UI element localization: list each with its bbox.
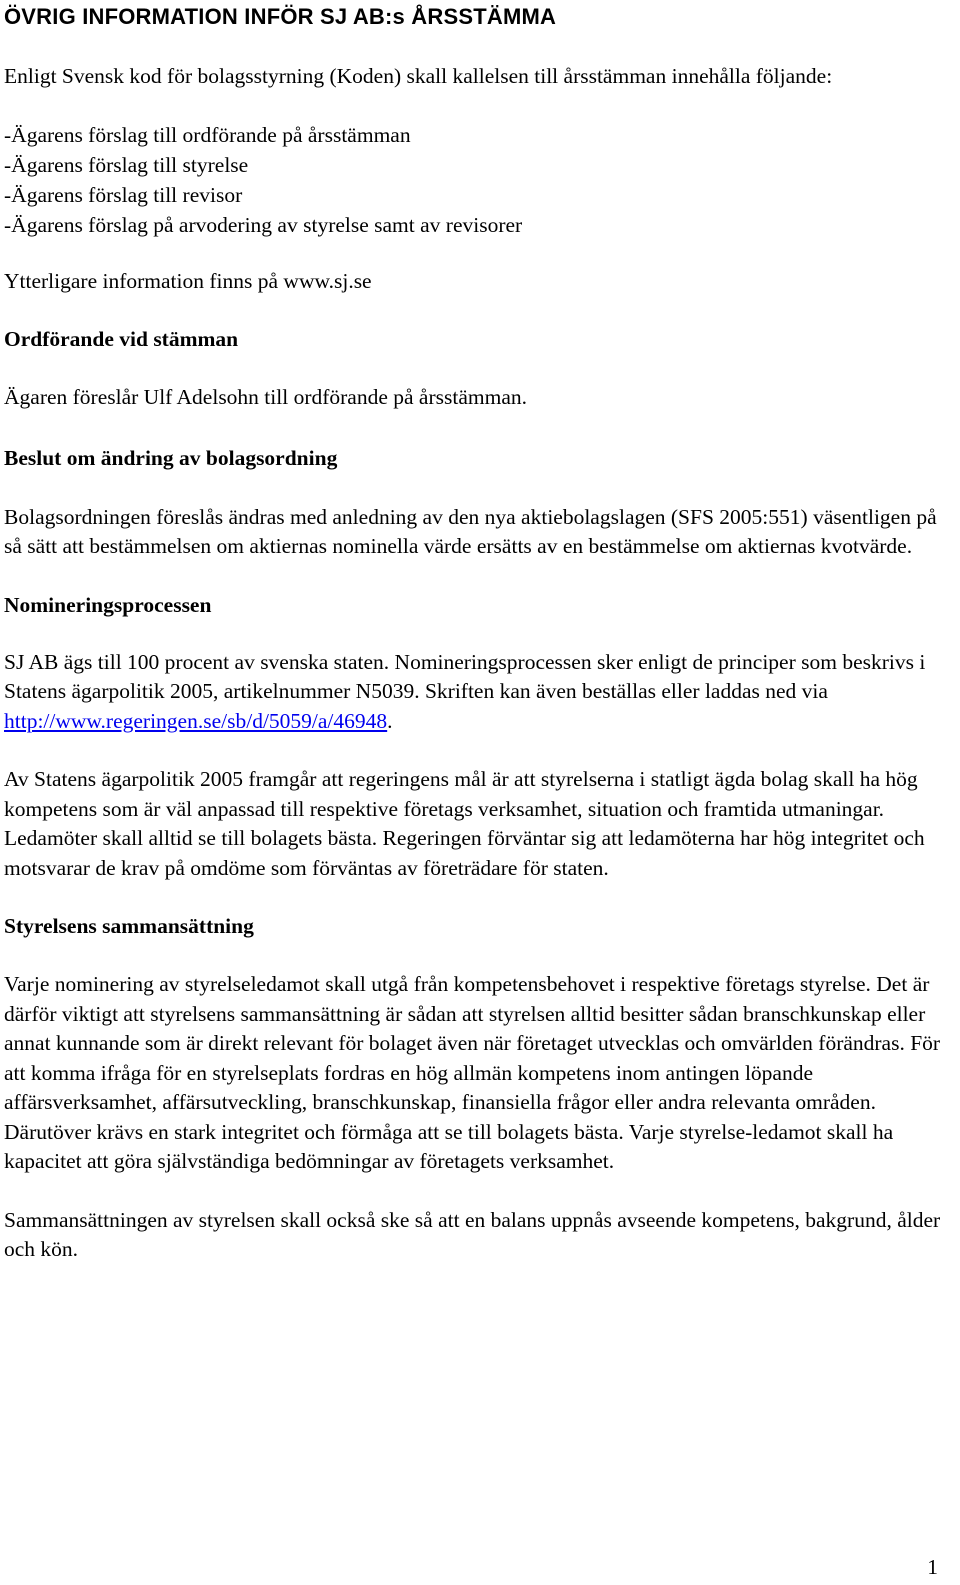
articles-paragraph: Bolagsordningen föreslås ändras med anledning av den nya aktiebolagslagen (SFS 2005:551) väsentligen på så sätt att bestämmelsen om aktiernas nominella värde ersätts av en bestämmelse om aktiernas kvotvärde. bbox=[4, 504, 937, 558]
section-heading-chair: Ordförande vid stämman bbox=[4, 327, 239, 351]
document-body bbox=[4, 0, 954, 1265]
requirements-list bbox=[4, 120, 954, 240]
more-info-paragraph: Ytterligare information finns på www.sj.se bbox=[4, 268, 372, 293]
regeringen-link[interactable]: http://www.regeringen.se/sb/d/5059/a/46948 bbox=[4, 708, 388, 733]
list-item: - Ägarens förslag på arvodering av styrelse samt av revisorer bbox=[4, 210, 954, 240]
list-item: - Ägarens förslag till revisor bbox=[4, 180, 954, 210]
page-number: 1 bbox=[927, 1555, 938, 1579]
page-title: ÖVRIG INFORMATION INFÖR SJ AB:s ÅRSSTÄMMA bbox=[4, 4, 557, 29]
section-heading-articles: Beslut om ändring av bolagsordning bbox=[4, 445, 338, 470]
nomination-text: SJ AB ägs till 100 procent av svenska staten. Nomineringsprocessen sker enligt de principer som beskrivs i Statens ägarpolitik 2005, artikelnummer N5039. Skriften kan även beställas eller laddas ned via bbox=[4, 649, 926, 703]
ownership-policy-paragraph: Av Statens ägarpolitik 2005 framgår att regeringens mål är att styrelserna i statligt ägda bolag skall ha hög kompetens som är väl anpassad till respektive företags verksamhet, situation och framtida utmaningar. Ledamöter skall alltid se till bolagets bästa. Regeringen förväntar sig att ledamöterna har hög integritet och motsvarar de krav på omdöme som förväntas av företrädare för staten. bbox=[4, 767, 925, 880]
composition-paragraph-1: Varje nominering av styrelseledamot skall utgå från kompetensbehovet i respektive företags styrelse. Det är därför viktigt att styrelsens sammansättning är sådan att styrelsen alltid besitter sådan branschkunskap eller annat kunnande som är direkt relevant för bolaget även när företaget utvecklas och omvärlden förändras. För att komma ifråga för en styrelseplats fordras en hög allmän kompetens inom antingen löpande affärsverksamhet, affärsutveckling, branschkunskap, finansiella frågor eller andra relevanta områden. Därutöver krävs en stark integritet och förmåga att se till bolagets bästa. Varje styrelse-ledamot skall ha kapacitet att göra självständiga bedömningar av företagets verksamhet. bbox=[4, 972, 941, 1173]
list-item: - Ägarens förslag till ordförande på årsstämman bbox=[4, 120, 954, 150]
section-heading-composition: Styrelsens sammansättning bbox=[4, 914, 254, 938]
intro-paragraph: Enligt Svensk kod för bolagsstyrning (Koden) skall kallelsen till årsstämman innehålla följande: bbox=[4, 64, 833, 88]
nomination-text-end: . bbox=[387, 708, 393, 733]
nomination-paragraph bbox=[4, 648, 954, 737]
chair-paragraph: Ägaren föreslår Ulf Adelsohn till ordförande på årsstämman. bbox=[4, 385, 528, 409]
composition-paragraph-2: Sammansättningen av styrelsen skall också ske så att en balans uppnås avseende kompetens, bakgrund, ålder och kön. bbox=[4, 1207, 941, 1261]
list-item: - Ägarens förslag till styrelse bbox=[4, 150, 954, 180]
section-heading-nomination: Nomineringsprocessen bbox=[4, 592, 212, 617]
